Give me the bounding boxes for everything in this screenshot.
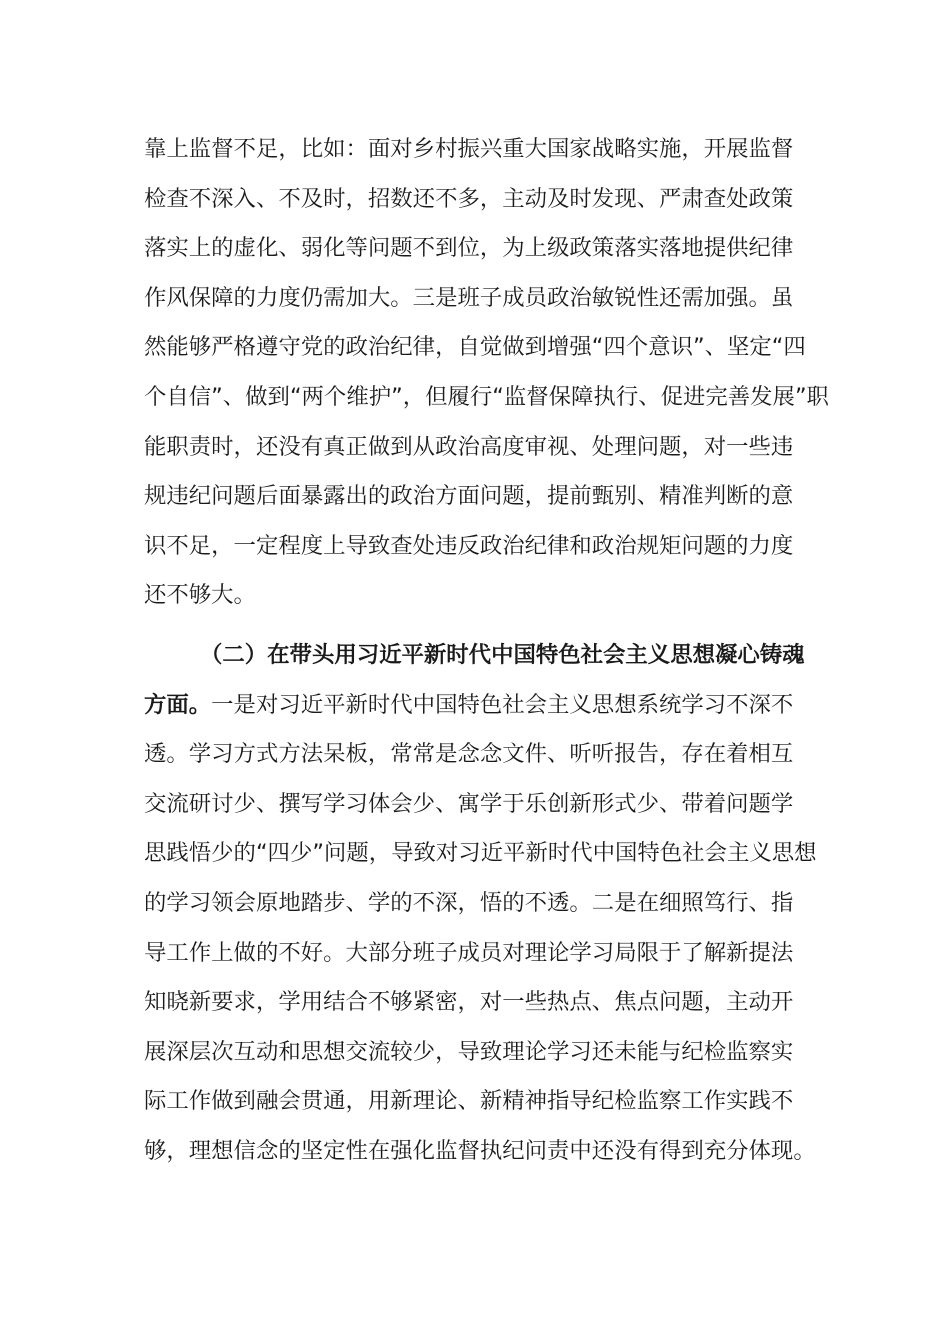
text-line: 还不够大。 xyxy=(144,582,256,609)
text-line: 透。学习方式方法呆板，常常是念念文件、听听报告，存在着相互 xyxy=(144,741,794,768)
text-line: 个自信”、做到“两个维护”，但履行“监督保障执行、促进完善发展”职 xyxy=(144,383,829,410)
text-line: 思践悟少的“四少”问题，导致对习近平新时代中国特色社会主义思想 xyxy=(144,840,817,867)
text-line: 导工作上做的不好。大部分班子成员对理论学习局限于了解新提法 xyxy=(144,939,794,966)
text-line: 的学习领会原地踏步、学的不深，悟的不透。二是在细照笃行、指 xyxy=(144,889,794,916)
text-line: 际工作做到融会贯通，用新理论、新精神指导纪检监察工作实践不 xyxy=(144,1088,794,1115)
text-line: 够，理想信念的坚定性在强化监督执纪问责中还没有得到充分体现。 xyxy=(144,1137,816,1164)
text-line-rest: 一是对习近平新时代中国特色社会主义思想系统学习不深不 xyxy=(211,691,794,718)
paragraph-2 xyxy=(144,631,817,1177)
paragraph-1 xyxy=(144,125,829,621)
text-line xyxy=(144,681,809,731)
text-line: 识不足，一定程度上导致查处违反政治纪律和政治规矩问题的力度 xyxy=(144,532,794,559)
document-body xyxy=(144,125,829,1176)
text-line: 靠上监督不足，比如：面对乡村振兴重大国家战略实施，开展监督 xyxy=(144,136,794,162)
section-heading-tail: 方面。 xyxy=(144,691,212,718)
text-line: 检查不深入、不及时，招数还不多，主动及时发现、严肃查处政策 xyxy=(144,185,794,212)
text-line: 展深层次互动和思想交流较少，导致理论学习还未能与纪检监察实 xyxy=(144,1038,794,1065)
text-line: 落实上的虚化、弱化等问题不到位，为上级政策落实落地提供纪律 xyxy=(144,235,794,262)
text-line: 交流研讨少、撰写学习体会少、寓学于乐创新形式少、带着问题学 xyxy=(144,790,794,817)
text-line: 然能够严格遵守党的政治纪律，自觉做到增强“四个意识”、坚定“四 xyxy=(144,334,806,361)
text-line: 作风保障的力度仍需加大。三是班子成员政治敏锐性还需加强。虽 xyxy=(144,284,794,311)
section-heading: （二）在带头用习近平新时代中国特色社会主义思想凝心铸魂 xyxy=(200,641,805,668)
text-line: 能职责时，还没有真正做到从政治高度审视、处理问题，对一些违 xyxy=(144,433,794,460)
text-line: 规违纪问题后面暴露出的政治方面问题，提前甄别、精准判断的意 xyxy=(144,483,794,510)
text-line: 知晓新要求，学用结合不够紧密，对一些热点、焦点问题，主动开 xyxy=(144,989,794,1016)
